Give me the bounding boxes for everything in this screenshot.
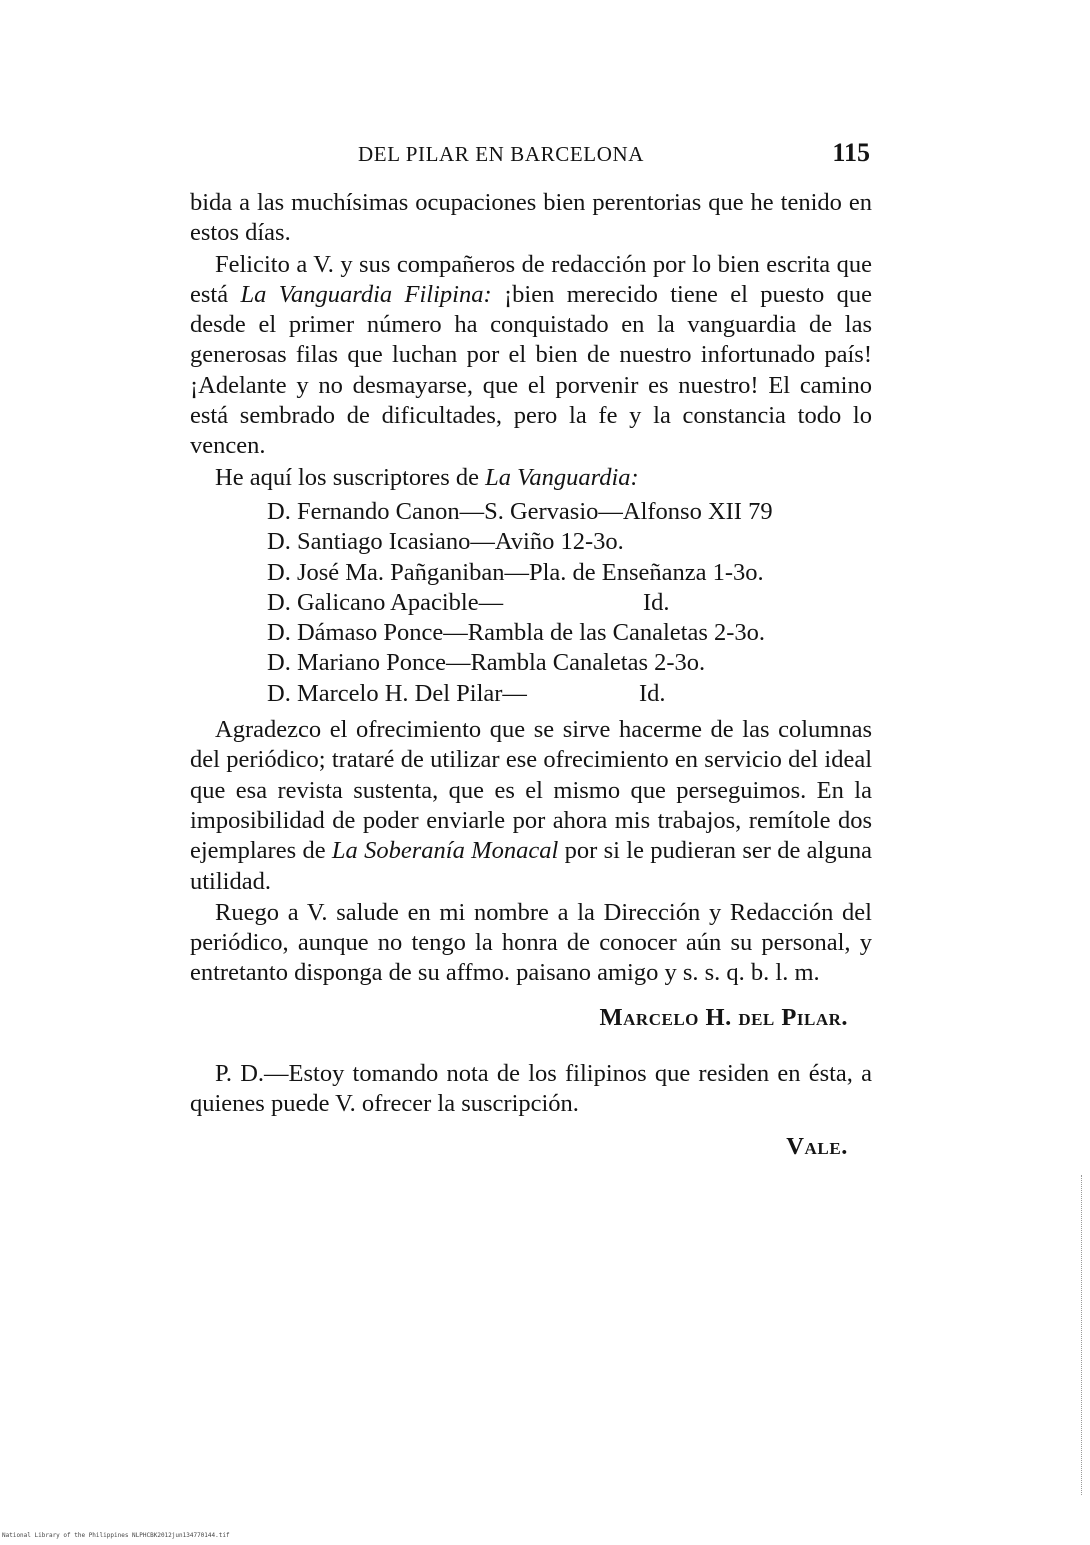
paragraph-text: Felicito a V. y sus compañeros de redacción por lo bien escrita que está — [190, 250, 872, 308]
paragraph-congratulations — [190, 250, 872, 462]
subscriber-item: D. Santiago Icasiano—Aviño 12-3o. — [267, 528, 624, 556]
subscriber-item — [267, 588, 872, 618]
paragraph-text: Agradezco el ofrecimiento que se sirve hacerme de las columnas del periódico; trataré de utilizar ese ofrecimiento en servicio del ideal que esa revista sustenta, que es el mismo que perseguimos. En la imposibilidad de poder enviarle por ahora mis trabajos, remítole dos ejemplares de — [190, 716, 872, 865]
paragraph-greetings: Ruego a V. salude en mi nombre a la Dirección y Redacción del periódico, aunque no tengo la honra de conocer aún su personal, y entretanto disponga de su affmo. paisano amigo y s. s. q. b. l. m. — [190, 898, 872, 987]
scan-footer-tag: National Library of the Philippines NLPHCBK2012jun134770144.tif — [2, 1532, 230, 1539]
closing-vale: Vale. — [786, 1132, 848, 1160]
postscript: P. D.—Estoy tomando nota de los filipinos que residen en ésta, a quienes puede V. ofrecer la suscripción. — [190, 1060, 872, 1118]
scan-edge-marks — [1079, 1175, 1082, 1495]
subscriber-item: D. Dámaso Ponce—Rambla de las Canaletas 2-3o. — [267, 619, 766, 647]
signature: Marcelo H. del Pilar. — [599, 1003, 848, 1031]
paragraph-text: por si le pudieran ser de alguna utilidad. — [190, 837, 872, 895]
publication-title: La Vanguardia Filipina: — [240, 280, 492, 308]
page-header — [190, 140, 872, 174]
subscriber-address-ditto: Id. — [643, 588, 670, 616]
subscriber-address-ditto: Id. — [639, 679, 666, 707]
subscriber-name: D. Marcelo H. Del Pilar— — [267, 679, 527, 707]
subscriber-name: D. Galicano Apacible— — [267, 588, 504, 616]
body-text — [190, 188, 872, 1162]
subscriber-item — [267, 679, 872, 709]
paragraph-continuation: bida a las muchísimas ocupaciones bien perentorias que he tenido en estos días. — [190, 189, 872, 247]
subscriber-item: D. Mariano Ponce—Rambla Canaletas 2-3o. — [267, 649, 706, 677]
subscriber-item: D. Fernando Canon—S. Gervasio—Alfonso XII 79 — [267, 497, 773, 525]
subscriber-item: D. José Ma. Pañganiban—Pla. de Enseñanza 1-3o. — [267, 558, 764, 586]
paragraph-offer — [190, 715, 872, 897]
running-head: DEL PILAR EN BARCELONA — [358, 142, 644, 166]
page-number: 115 — [832, 138, 870, 167]
paragraph-text: ¡bien merecido tiene el puesto que desde el primer número ha conquistado en la vanguardia de las generosas filas que luchan por el bien de nuestro infortunado país! ¡Adelante y no desmayarse, que el porvenir es nuestro! El camino está sembrado de dificultades, pero la fe y la constancia todo lo vencen. — [190, 280, 872, 460]
paragraph-subscribers-intro — [190, 463, 872, 493]
paragraph-text: He aquí los suscriptores de — [215, 463, 486, 491]
publication-title: La Vanguardia: — [485, 463, 639, 491]
book-title: La Soberanía Monacal — [331, 837, 559, 865]
subscriber-list — [267, 497, 872, 709]
